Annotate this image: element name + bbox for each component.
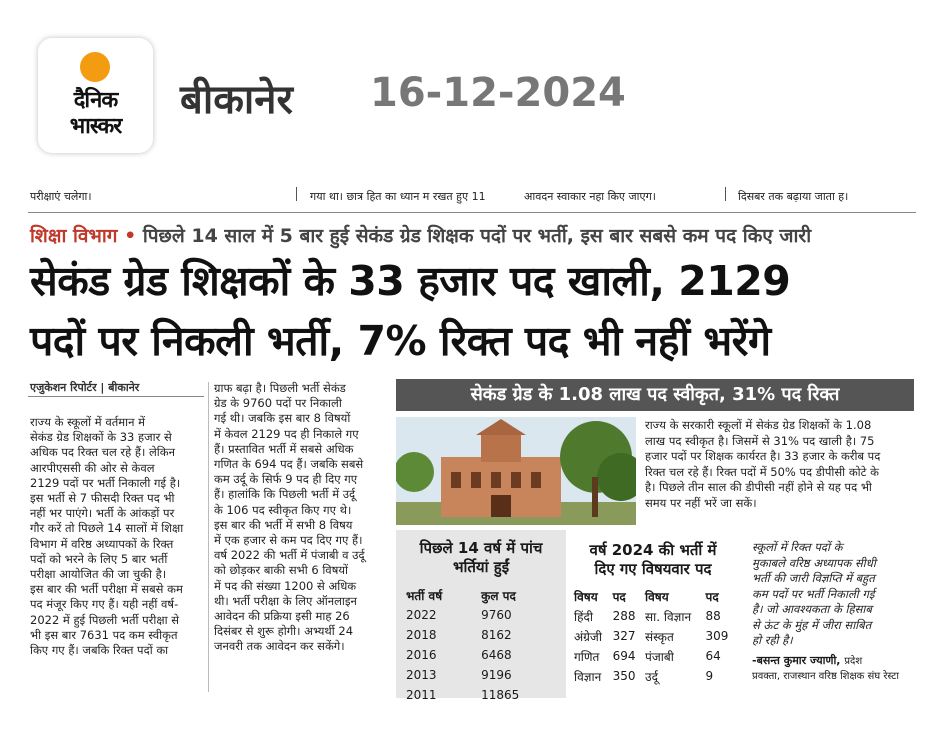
article-line: किए गए हैं। जबकि रिक्त पदों का xyxy=(30,643,169,658)
table-cell: 88 xyxy=(705,609,721,623)
article-line: अधिक पद रिक्त चल रहे हैं। लेकिन xyxy=(30,445,176,460)
table-header-cell: पद xyxy=(705,589,719,604)
table-row xyxy=(572,646,736,666)
byline-rule xyxy=(28,396,204,397)
table-cell: 9196 xyxy=(481,668,512,682)
table-cell: 2022 xyxy=(406,608,437,622)
article-line: के 106 पद स्वीकृत किए गए थे। xyxy=(214,502,352,517)
article-line: परीक्षा आयोजित की जा चुकी है। xyxy=(30,567,167,582)
article-line: में पद की संख्या 1200 से अधिक xyxy=(214,578,357,593)
side-text-line: रिक्त चल रहे हैं। रिक्त पदों में 50% पद डीपीसी कोटे के xyxy=(645,464,879,479)
article-line: 2022 में हुई पिछली भर्ती परीक्षा से xyxy=(30,612,180,627)
sun-icon xyxy=(80,52,110,82)
article-column-2 xyxy=(214,381,386,655)
table-cell: अंग्रेजी xyxy=(574,629,602,644)
table1-title-line2: भर्तियां हुईं xyxy=(452,558,510,576)
table-row xyxy=(404,605,558,625)
table-header-cell: पद xyxy=(612,589,626,604)
table2-title-line1: वर्ष 2024 की भर्ती में xyxy=(589,541,717,559)
table2-title-line2: दिए गए विषयवार पद xyxy=(594,560,712,578)
table-cell: पंजाबी xyxy=(645,649,674,664)
table2 xyxy=(572,586,736,686)
article-line: इस भर्ती से 7 फीसदी रिक्त पद भी xyxy=(30,491,175,506)
table-row xyxy=(404,685,558,705)
byline: एजुकेशन रिपोर्टर | बीकानेर xyxy=(30,381,140,394)
quote-line: हो रही है। xyxy=(752,633,793,647)
quote-line: भर्ती की जारी विज्ञप्ति में बहुत xyxy=(752,571,875,585)
quote-box xyxy=(752,540,918,682)
table-cell: संस्कृत xyxy=(645,629,674,644)
article-line: सेकंड ग्रेड शिक्षकों के 33 हजार से xyxy=(30,430,172,445)
strip-divider xyxy=(296,187,297,201)
table-cell: 2013 xyxy=(406,668,437,682)
side-text-line: हजार पदों पर शिक्षक कार्यरत है। 33 हजार के करीब पद xyxy=(645,449,881,463)
article-line: पद मंजूर किए गए हैं। यही नहीं वर्ष- xyxy=(30,597,179,612)
article-line: जनवरी तक आवेदन कर सकेंगे। xyxy=(214,639,345,654)
side-text-line: राज्य के सरकारी स्कूलों में सेकंड ग्रेड शिक्षकों के 1.08 xyxy=(645,418,872,432)
strip-middle2: आवदन स्वाकार नहा किए जाएग। xyxy=(524,190,656,203)
kicker-tag: शिक्षा विभाग xyxy=(30,225,118,247)
logo-text-line2: भास्कर xyxy=(69,114,122,139)
article-line: में केवल 2129 पद ही निकाले गए xyxy=(214,426,359,441)
table-header-cell: भर्ती वर्ष xyxy=(406,588,443,603)
article-line: दिसंबर से शुरू होगी। अभ्यर्थी 24 xyxy=(214,624,354,639)
table-row xyxy=(404,645,558,665)
logo-text-line1: दैनिक xyxy=(73,88,118,113)
side-text-line: है। पिछले तीन साल की डीपीसी नहीं होने से यह पद भी xyxy=(645,480,872,494)
subhead-banner: सेकंड ग्रेड के 1.08 लाख पद स्वीकृत, 31% पद रिक्त xyxy=(396,379,914,411)
article-line: गौर करें तो पिछले 14 सालों में शिक्षा xyxy=(30,521,184,536)
table-cell: 8162 xyxy=(481,628,512,642)
table-cell: 309 xyxy=(705,629,729,643)
table-cell: 2011 xyxy=(406,688,437,702)
article-line: 2129 पदों पर भर्ती निकाली गई है। xyxy=(30,475,181,490)
table-row xyxy=(572,606,736,626)
quote-author-role: प्रवक्ता, राजस्थान वरिष्ठ शिक्षक संघ रेस्टा xyxy=(752,670,899,682)
article-line: इस बार की भर्ती परीक्षा में सबसे कम xyxy=(30,582,183,597)
strip-right: दिसबर तक बढ़ाया जाता ह। xyxy=(738,190,849,203)
table-cell: 350 xyxy=(612,669,636,683)
table-cell: 694 xyxy=(612,649,636,663)
headline-line2: पदों पर निकली भर्ती, 7% रिक्त पद भी नहीं भरेंगे xyxy=(30,317,771,365)
table-cell: गणित xyxy=(574,649,600,664)
table-row xyxy=(404,665,558,685)
quote-text xyxy=(752,540,918,649)
date-title: 16-12-2024 xyxy=(370,70,626,116)
article-line: राज्य के स्कूलों में वर्तमान में xyxy=(30,415,146,429)
article-line: में एक हजार से कम पद दिए गए हैं। xyxy=(214,533,363,548)
strip-divider xyxy=(725,187,726,201)
table1-title-line1: पिछले 14 वर्ष में पांच xyxy=(419,539,543,557)
kicker-text: पिछले 14 साल में 5 बार हुई सेकंड ग्रेड शिक्षक पदों पर भर्ती, इस बार सबसे कम पद किए जारी xyxy=(142,225,812,247)
table-cell: हिंदी xyxy=(574,609,593,624)
table-row xyxy=(404,625,558,645)
table-cell: 2016 xyxy=(406,648,437,662)
quote-line: से ऊंट के मुंह में जीरा साबित xyxy=(752,617,872,632)
table-cell: 9760 xyxy=(481,608,512,622)
article-line: पदों को भरने के लिए 5 बार भर्ती xyxy=(30,551,168,566)
table-cell: उर्दू xyxy=(645,669,658,684)
top-rule xyxy=(28,212,916,213)
article-line: ग्राफ बढ़ा है। पिछली भर्ती सेकंड xyxy=(214,381,346,395)
quote-author: -बसन्त कुमार ज्याणी, प्रदेश xyxy=(752,653,863,667)
article-line: इस बार की भर्ती में सभी 8 विषय xyxy=(214,517,353,532)
logo xyxy=(38,38,153,153)
article-line: विभाग में वरिष्ठ अध्यापकों के रिक्त xyxy=(30,536,174,551)
headline-line1: सेकंड ग्रेड शिक्षकों के 33 हजार पद खाली, 2129 xyxy=(30,257,791,305)
city-title: बीकानेर xyxy=(180,77,293,123)
article-line: ग्रेड के 9760 पदों पर निकाली xyxy=(214,396,342,411)
table-cell: 11865 xyxy=(481,688,520,702)
quote-line: स्कूलों में रिक्त पदों के xyxy=(752,540,843,554)
article-line: को छोड़कर बाकी सभी 6 विषयों xyxy=(214,563,348,578)
table-cell: 64 xyxy=(705,649,721,663)
side-text-line: समय पर नहीं भरें जा सकें। xyxy=(645,495,757,510)
table-cell: 6468 xyxy=(481,648,512,662)
article-line: गणित के 694 पद हैं। जबकि सबसे xyxy=(214,457,364,472)
article-line: हैं। हालांकि कि पिछली भर्ती में उर्दू xyxy=(214,487,356,502)
table-cell: विज्ञान xyxy=(574,669,602,684)
table-row xyxy=(572,626,736,646)
article-line: हैं। प्रस्तावित भर्ती में सबसे अधिक xyxy=(214,441,354,456)
article-line: आवेदन की प्रक्रिया इसी माह 26 xyxy=(214,609,350,624)
table-cell: 327 xyxy=(612,629,636,643)
quote-line: मुकाबले वरिष्ठ अध्यापक सीधी xyxy=(752,555,876,570)
article-line: थी। भर्ती परीक्षा के लिए ऑनलाइन xyxy=(214,593,357,608)
article-line: आरपीएससी की ओर से केवल xyxy=(30,460,155,475)
quote-line: कम पदों पर भर्ती निकाली गई xyxy=(752,586,875,601)
column-divider xyxy=(208,382,209,692)
table1-box xyxy=(396,530,566,702)
table-header-row xyxy=(572,586,736,606)
table-cell: 2018 xyxy=(406,628,437,642)
table-row xyxy=(572,666,736,686)
article-line: वर्ष 2022 की भर्ती में पंजाबी व उर्दू xyxy=(214,548,365,563)
table-header-cell: विषय xyxy=(574,589,598,604)
article-line: नहीं भर पाएंगे। भर्ती के आंकड़ों पर xyxy=(30,506,175,521)
building-photo xyxy=(396,417,636,525)
article-column-1 xyxy=(30,415,202,658)
table2-box xyxy=(568,530,738,698)
kicker: शिक्षा विभाग • पिछले 14 साल में 5 बार हुई सेकंड ग्रेड शिक्षक पदों पर भर्ती, इस बार सबसे कम पद किए जारी xyxy=(30,225,812,247)
article-line: गई थी। जबकि इस बार 8 विषयों xyxy=(214,411,351,426)
strip-middle1: गया था। छात्र हित का ध्यान म रखत हुए 11 xyxy=(310,190,486,203)
table-header-cell: विषय xyxy=(645,589,669,604)
table-header-cell: कुल पद xyxy=(481,588,516,603)
quote-line: है। जो आवश्यकता के हिसाब xyxy=(752,602,872,616)
table-cell: 288 xyxy=(612,609,636,623)
strip-left: परीक्षाएं चलेगा। xyxy=(30,190,92,203)
article-line: कम उर्दू के सिर्फ 9 पद ही दिए गए xyxy=(214,472,358,487)
article-line: भी इस बार 7631 पद कम स्वीकृत xyxy=(30,627,178,642)
side-text-line: लाख पद स्वीकृत है। जिसमें से 31% पद खाली है। 75 xyxy=(645,433,875,448)
table-header-row xyxy=(404,585,558,605)
table1 xyxy=(404,585,558,705)
side-text xyxy=(645,418,917,511)
table-cell: सा. विज्ञान xyxy=(645,609,692,624)
table-cell: 9 xyxy=(705,669,714,683)
